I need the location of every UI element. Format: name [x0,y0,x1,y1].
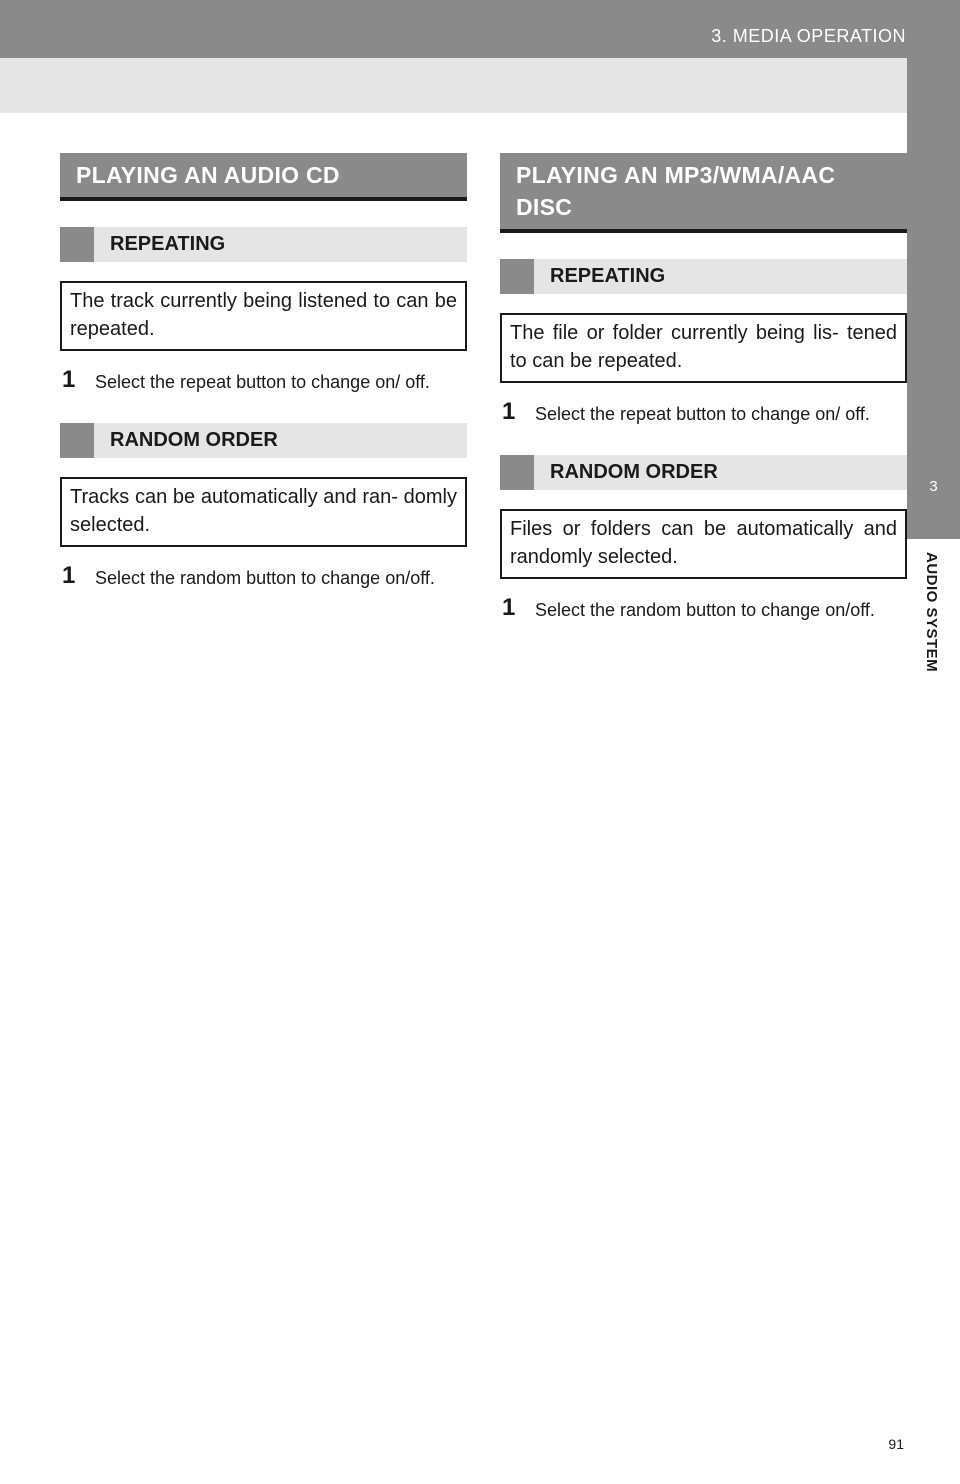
section-heading-mp3-disc: PLAYING AN MP3/WMA/AAC DISC [500,153,907,233]
chapter-number: 3 [929,478,938,495]
subheading-marker [60,423,94,458]
step-number: 1 [62,366,76,393]
subheading-random-order [500,455,907,490]
step-text: Select the repeat button to change on/ off. [535,404,870,424]
subheading-repeating [60,227,467,262]
step-item [60,563,467,593]
subheading-marker [500,455,534,490]
step-item [60,367,467,397]
right-column [500,153,907,625]
section-title: 3. MEDIA OPERATION [711,26,906,46]
subheading-repeating [500,259,907,294]
subheading-marker [60,227,94,262]
step-number: 1 [502,594,516,621]
step-item [500,595,907,625]
chapter-label: AUDIO SYSTEM [923,552,940,673]
subheading-label: RANDOM ORDER [550,461,718,483]
description-box: Tracks can be automatically and ran- domly selected. [60,477,467,547]
step-text: Select the random button to change on/off. [535,600,875,620]
page-number: 91 [888,1436,904,1452]
description-box: Files or folders can be automatically and randomly selected. [500,509,907,579]
side-bar [907,58,960,442]
step-number: 1 [62,562,76,589]
header-subband [0,58,960,113]
section-heading-audio-cd: PLAYING AN AUDIO CD [60,153,467,201]
step-item [500,399,907,429]
subheading-marker [500,259,534,294]
subheading-label: REPEATING [550,265,666,287]
step-text: Select the random button to change on/off. [95,568,435,588]
description-box: The file or folder currently being lis- tened to can be repeated. [500,313,907,383]
step-text: Select the repeat button to change on/ off. [95,372,430,392]
subheading-random-order [60,423,467,458]
left-column [60,153,467,593]
description-box: The track currently being listened to can be repeated. [60,281,467,351]
step-number: 1 [502,398,516,425]
subheading-label: REPEATING [110,233,226,255]
subheading-label: RANDOM ORDER [110,429,278,451]
